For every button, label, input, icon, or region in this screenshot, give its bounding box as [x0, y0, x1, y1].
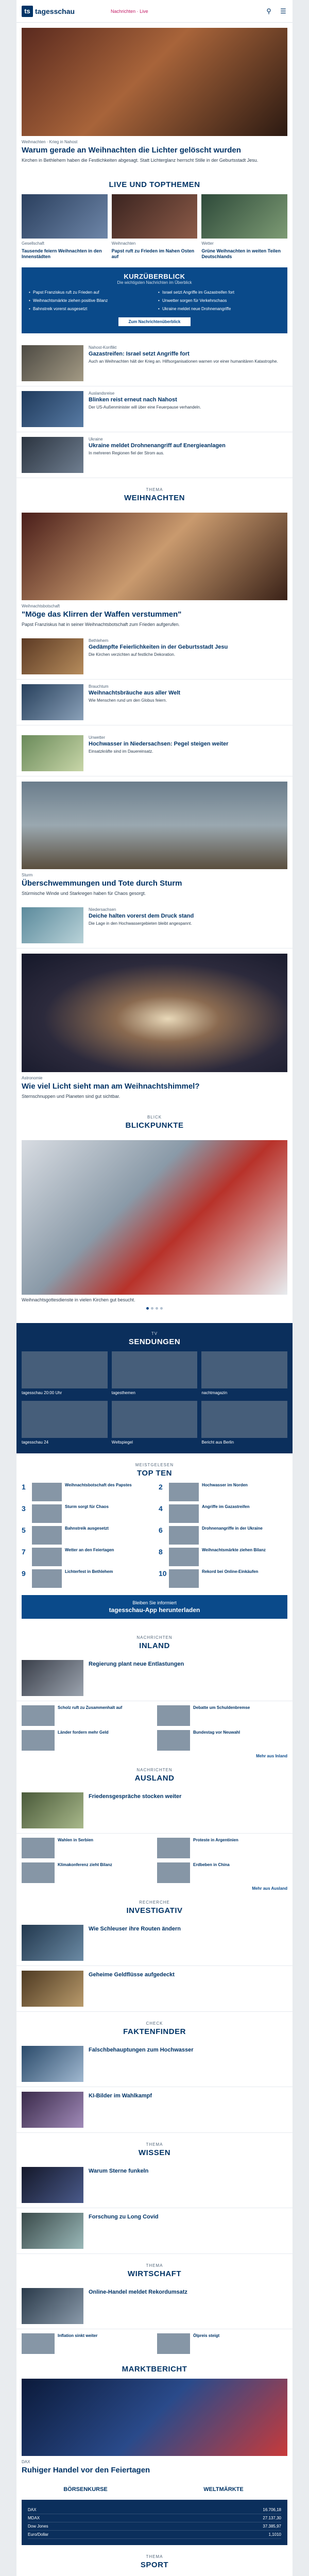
topten-image	[169, 1569, 199, 1588]
blick-teaser[interactable]	[16, 1135, 293, 1316]
wirtschaft-card[interactable]	[22, 2333, 152, 2354]
brief-button[interactable]: Zum Nachrichtenüberblick	[118, 317, 191, 326]
storm-text: Stürmische Winde und Starkregen haben für Chaos gesorgt.	[22, 890, 146, 896]
page-sheet	[16, 0, 293, 2576]
topten-item[interactable]	[159, 1504, 287, 1523]
list-item-image	[22, 1925, 83, 1961]
carousel-dots	[22, 1307, 287, 1310]
ausland-section-title: AUSLAND	[134, 1774, 175, 1783]
blick-image	[22, 1140, 287, 1295]
sky-title: Wie viel Licht sieht man am Weihnachtshimmel?	[22, 1082, 200, 1091]
list-item[interactable]	[16, 2162, 293, 2208]
topten-section-pre: MEISTGELESEN	[135, 1463, 174, 1468]
christmas-section-head	[16, 478, 293, 507]
inland-card[interactable]	[22, 1730, 152, 1751]
live-cards	[16, 194, 293, 260]
inland-card-title: Debatte um Schuldenbremse	[193, 1705, 250, 1710]
investigativ-section-head	[16, 1891, 293, 1920]
sendung-image	[201, 1351, 287, 1388]
list-item-text: In mehreren Regionen fiel der Strom aus.	[89, 451, 164, 455]
list-item-kicker: Unwetter	[89, 735, 106, 740]
sport-section-head	[16, 2545, 293, 2574]
ausland-card-image	[157, 1838, 190, 1858]
topten-rank: 3	[22, 1504, 26, 1513]
topten-section	[16, 1453, 293, 1588]
wirtschaft-card-title: Inflation sinkt weiter	[58, 2333, 98, 2338]
topten-item[interactable]	[159, 1548, 287, 1566]
site-header	[16, 0, 293, 23]
lead-text: Kirchen in Bethlehem haben die Festlichkeiten abgesagt. Statt Lichterglanz herrscht Stille in der Geburtsstadt Jesu.	[22, 158, 259, 163]
live-card-kicker: Weihnachten	[111, 241, 136, 246]
inland-section-title: INLAND	[139, 1641, 170, 1651]
live-card-title: Papst ruft zu Frieden im Nahen Osten auf	[111, 248, 195, 260]
list-item[interactable]	[16, 2283, 293, 2329]
list-item-kicker: Brauchtum	[89, 684, 109, 689]
live-section-head	[16, 170, 293, 194]
ausland-card-image	[22, 1838, 55, 1858]
topten-item[interactable]	[22, 1526, 150, 1545]
inland-card-image	[22, 1705, 55, 1726]
ausland-section-head	[16, 1758, 293, 1788]
wirtschaft-section-head	[16, 2254, 293, 2283]
market-row[interactable]	[28, 2506, 281, 2514]
sport-section-title: SPORT	[140, 2561, 169, 2570]
ausland-grid	[16, 1838, 293, 1883]
list-item-title: Regierung plant neue Entlastungen	[89, 1661, 184, 1668]
investigativ-section-title: INVESTIGATIV	[126, 1906, 183, 1916]
inland-section-pre: NACHRICHTEN	[136, 1635, 173, 1640]
lead-image	[22, 28, 287, 136]
carousel-dot[interactable]	[156, 1307, 158, 1310]
wissen-section-pre: THEMA	[146, 2142, 163, 2147]
lead-teaser[interactable]	[16, 23, 293, 170]
list-item-title: Falschbehauptungen zum Hochwasser	[89, 2047, 194, 2054]
list-item[interactable]	[16, 341, 293, 386]
list-item-title: Blinken reist erneut nach Nahost	[89, 396, 177, 403]
storm-teaser[interactable]	[16, 776, 293, 903]
wissen-section-title: WISSEN	[138, 2148, 171, 2158]
list-item-title: Forschung zu Long Covid	[89, 2214, 159, 2221]
inland-card-title: Länder fordern mehr Geld	[58, 1730, 109, 1735]
christmas-lead-kicker: Weihnachtsbotschaft	[22, 603, 60, 608]
ausland-section-pre: NACHRICHTEN	[136, 1768, 173, 1773]
topten-image	[32, 1569, 62, 1588]
app-banner[interactable]	[22, 1595, 287, 1619]
market-row[interactable]	[28, 2514, 281, 2522]
sky-image	[22, 954, 287, 1072]
topten-grid	[22, 1483, 287, 1588]
sendung-card[interactable]	[112, 1401, 198, 1445]
blick-text: Weihnachtsgottesdienste in vielen Kirchen gut besucht.	[22, 1297, 135, 1303]
brief-item[interactable]: • Unwetter sorgen für Verkehrschaos	[158, 298, 280, 303]
wirtschaft-card-image	[157, 2333, 190, 2354]
brief-item[interactable]: • Ukraine meldet neue Drohnenangriffe	[158, 307, 280, 312]
blick-section-head	[16, 1106, 293, 1135]
topten-rank: 1	[22, 1483, 26, 1492]
live-card-title: Tausende feiern Weihnachten in den Innenstädten	[22, 248, 102, 260]
inland-more-link[interactable]: Mehr aus Inland	[256, 1754, 287, 1759]
inland-card-image	[157, 1730, 190, 1751]
wirtschaft-section-title: WIRTSCHAFT	[127, 2269, 182, 2279]
ausland-card-title: Erdbeben in China	[193, 1862, 230, 1868]
christmas-lead-title: "Möge das Klirren der Waffen verstummen"	[22, 609, 182, 619]
topten-rank: 2	[159, 1483, 163, 1492]
market-row[interactable]	[28, 2531, 281, 2539]
brief-subtitle: Die wichtigsten Nachrichten im Überblick	[117, 280, 192, 285]
sendung-title: Bericht aus Berlin	[201, 1440, 234, 1445]
sendung-title: tagesschau 20:00 Uhr	[22, 1391, 62, 1396]
brief-box	[22, 267, 287, 333]
wirtschaft-card-title: Ölpreis steigt	[193, 2333, 220, 2338]
storm-title: Überschwemmungen und Tote durch Sturm	[22, 878, 182, 888]
sendung-card[interactable]	[201, 1401, 287, 1445]
topten-title: Angriffe im Gazastreifen	[202, 1504, 250, 1510]
topten-item[interactable]	[159, 1526, 287, 1545]
topten-item[interactable]	[22, 1548, 150, 1566]
list-item[interactable]	[16, 386, 293, 432]
list-item-image	[22, 345, 83, 381]
faktenfinder-section-title: FAKTENFINDER	[123, 2027, 186, 2037]
inland-grid	[16, 1705, 293, 1751]
list-item[interactable]	[16, 1655, 293, 1701]
site-logo[interactable]	[22, 6, 75, 17]
list-item-image	[22, 2167, 83, 2203]
ausland-card-title: Klimakonferenz zieht Bilanz	[58, 1862, 112, 1868]
brief-list	[29, 290, 280, 312]
sky-text: Sternschnuppen und Planeten sind gut sichtbar.	[22, 1094, 121, 1099]
sendungen-section-title: SENDUNGEN	[128, 1337, 181, 1347]
wirtschaft-grid	[16, 2333, 293, 2354]
ausland-card-title: Wahlen in Serbien	[58, 1838, 94, 1843]
list-item[interactable]	[16, 680, 293, 725]
sendung-title: tagesschau 24	[22, 1440, 49, 1445]
list-item-image	[22, 1660, 83, 1696]
market-name: Dow Jones	[28, 2524, 48, 2529]
topten-image	[169, 1483, 199, 1501]
list-item-text: Auch an Weihnachten hält der Krieg an. Hilfsorganisationen warnen vor einer humanitären Katastrophe.	[89, 359, 278, 364]
topten-title: Drohnenangriffe in der Ukraine	[202, 1526, 263, 1531]
list-item-title: Deiche halten vorerst dem Druck stand	[89, 913, 194, 920]
topten-item[interactable]	[159, 1569, 287, 1588]
list-item-text: Die Lage in den Hochwassergebieten bleibt angespannt.	[89, 921, 192, 926]
market-name: DAX	[28, 2507, 37, 2513]
market-value: 16.706,18	[263, 2507, 281, 2513]
sky-teaser[interactable]	[16, 948, 293, 1106]
topten-rank: 7	[22, 1548, 26, 1556]
list-item-title: KI-Bilder im Wahlkampf	[89, 2093, 152, 2099]
christmas-lead-text: Papst Franziskus hat in seiner Weihnachtsbotschaft zum Frieden aufgerufen.	[22, 621, 180, 627]
list-item-image	[22, 391, 83, 427]
inland-card-title: Bundestag vor Neuwahl	[193, 1730, 241, 1735]
app-banner-title: tagesschau-App herunterladen	[109, 1606, 200, 1614]
sendung-image	[22, 1351, 108, 1388]
list-item-title: Warum Sterne funkeln	[89, 2168, 149, 2175]
news-list	[16, 341, 293, 478]
christmas-section-title: WEIHNACHTEN	[124, 493, 185, 502]
inland-card[interactable]	[157, 1705, 287, 1726]
faktenfinder-section-head	[16, 2012, 293, 2041]
brief-item[interactable]: • Weihnachtsmärkte ziehen positive Bilanz	[29, 298, 151, 303]
sendungen-section-pre: TV	[151, 1331, 158, 1336]
carousel-dot[interactable]	[160, 1307, 163, 1310]
brief-item[interactable]: • Bahnstreik vorerst ausgesetzt	[29, 307, 151, 312]
market-section-head	[16, 2354, 293, 2379]
live-card[interactable]	[22, 194, 108, 260]
live-card-image	[201, 194, 287, 239]
ausland-card[interactable]	[22, 1862, 152, 1883]
market-value: 37.385,97	[263, 2524, 281, 2529]
list-item-image	[22, 638, 83, 674]
topten-section-head	[22, 1453, 287, 1483]
list-item[interactable]	[16, 731, 293, 776]
list-item-image	[22, 2213, 83, 2249]
sendung-image	[201, 1401, 287, 1438]
topten-image	[32, 1483, 62, 1501]
topten-item[interactable]	[22, 1504, 150, 1523]
market-name: MDAX	[28, 2516, 40, 2521]
market-kicker: DAX	[22, 2460, 30, 2465]
market-title: Ruhiger Handel vor den Feiertagen	[22, 2466, 150, 2475]
market-section-title: MARKTBERICHT	[122, 2365, 187, 2374]
sendung-image	[22, 1401, 108, 1438]
ausland-more-link[interactable]: Mehr aus Ausland	[252, 1886, 287, 1891]
brief-title: KURZÜBERBLICK	[124, 272, 185, 280]
market-table	[22, 2500, 287, 2545]
topten-title: Rekord bei Online-Einkäufen	[202, 1569, 259, 1574]
brand-name: tagesschau	[35, 7, 75, 15]
topten-rank: 9	[22, 1569, 26, 1578]
investigativ-section-pre: RECHERCHE	[139, 1900, 170, 1905]
list-item-title: Online-Handel meldet Rekordumsatz	[89, 2289, 187, 2296]
sky-kicker: Astronomie	[22, 1076, 43, 1081]
live-section-title: LIVE UND TOPTHEMEN	[109, 180, 200, 190]
lead-kicker: Weihnachten · Krieg in Nahost	[22, 140, 78, 144]
topten-rank: 4	[159, 1504, 163, 1513]
live-card[interactable]	[112, 194, 198, 260]
sport-section-pre: THEMA	[146, 2554, 163, 2560]
topten-image	[169, 1548, 199, 1566]
topten-image	[32, 1504, 62, 1523]
list-item-image	[22, 2046, 83, 2082]
wirtschaft-section-pre: THEMA	[146, 2263, 163, 2268]
wissen-section-head	[16, 2133, 293, 2162]
map-image	[22, 735, 83, 771]
market-head-stocks[interactable]: BÖRSENKURSE	[63, 2486, 108, 2493]
topten-title: Bahnstreik ausgesetzt	[65, 1526, 109, 1531]
list-item-kicker: Auslandsreise	[89, 391, 115, 396]
list-item[interactable]	[16, 634, 293, 680]
list-item-image	[22, 2288, 83, 2324]
list-item[interactable]	[16, 2087, 293, 2133]
ausland-card[interactable]	[157, 1838, 287, 1858]
live-card-image	[22, 194, 108, 239]
sendung-title: tagesthemen	[111, 1391, 135, 1396]
sendung-card[interactable]	[201, 1351, 287, 1396]
carousel-dot[interactable]	[151, 1307, 153, 1310]
list-item-text: Die Kirchen verzichten auf festliche Dekoration.	[89, 652, 176, 657]
list-item-title: Hochwasser in Niedersachsen: Pegel steigen weiter	[89, 740, 229, 747]
live-card-kicker: Gesellschaft	[22, 241, 45, 246]
topten-item[interactable]	[22, 1569, 150, 1588]
list-item-title: Wie Schleuser ihre Routen ändern	[89, 1926, 181, 1933]
list-item-image	[22, 1792, 83, 1828]
list-item[interactable]	[16, 1966, 293, 2012]
topten-rank: 8	[159, 1548, 163, 1556]
topten-rank: 10	[159, 1569, 167, 1578]
logo-mark-icon: ts	[22, 6, 33, 17]
list-item-text: Der US-Außenminister will über eine Feuerpause verhandeln.	[89, 405, 201, 410]
list-item-image	[22, 907, 83, 943]
ausland-card-image	[22, 1862, 55, 1883]
market-heads	[16, 2486, 293, 2493]
inland-section-head	[16, 1626, 293, 1655]
brief-item[interactable]: • Papst Franziskus ruft zu Frieden auf	[29, 290, 151, 295]
topten-rank: 5	[22, 1526, 26, 1535]
sendung-card[interactable]	[22, 1401, 108, 1445]
menu-icon[interactable]: ☰	[280, 7, 286, 15]
faktenfinder-section-pre: CHECK	[146, 2021, 163, 2026]
list-item[interactable]	[16, 432, 293, 478]
list-item-kicker: Niedersachsen	[89, 907, 116, 912]
sendung-card[interactable]	[22, 1351, 108, 1396]
ausland-card-title: Proteste in Argentinien	[193, 1838, 238, 1843]
search-icon[interactable]: ⚲	[266, 7, 271, 15]
list-item-kicker: Nahost-Konflikt	[89, 345, 117, 350]
topten-image	[169, 1504, 199, 1523]
list-item-title: Ukraine meldet Drohnenangriff auf Energieanlagen	[89, 442, 226, 449]
list-item-kicker: Bethlehem	[89, 638, 109, 643]
app-banner-pre: Bleiben Sie informiert	[132, 1600, 177, 1606]
list-item-title: Friedensgespräche stocken weiter	[89, 1793, 182, 1800]
sendungen-section	[16, 1323, 293, 1453]
carousel-dot[interactable]	[146, 1307, 149, 1310]
topten-image	[32, 1548, 62, 1566]
storm-image	[22, 782, 287, 869]
storm-kicker: Sturm	[22, 872, 33, 877]
list-item-text: Wie Menschen rund um den Globus feiern.	[89, 698, 167, 703]
market-teaser[interactable]	[16, 2379, 293, 2481]
topten-title: Lichterfest in Bethlehem	[65, 1569, 113, 1574]
market-head-world[interactable]: WELTMÄRKTE	[203, 2486, 244, 2493]
market-value: 27.137,30	[263, 2516, 281, 2521]
topten-item[interactable]	[22, 1483, 150, 1501]
topten-section-title: TOP TEN	[137, 1469, 172, 1478]
market-name: Euro/Dollar	[28, 2532, 49, 2537]
topten-item[interactable]	[159, 1483, 287, 1501]
list-item[interactable]	[16, 1920, 293, 1966]
list-item[interactable]	[16, 1788, 293, 1834]
list-item-kicker: Ukraine	[89, 436, 103, 442]
market-row[interactable]	[28, 2522, 281, 2531]
christmas-lead-image	[22, 513, 287, 600]
topten-title: Weihnachtsbotschaft des Papstes	[65, 1483, 132, 1488]
list-item-title: Gazastreifen: Israel setzt Angriffe fort	[89, 350, 190, 357]
sendung-card[interactable]	[112, 1351, 198, 1396]
list-item-title: Gedämpfte Feierlichkeiten in der Geburtsstadt Jesu	[89, 643, 228, 650]
header-note[interactable]: Nachrichten · Live	[111, 8, 148, 14]
sendung-image	[112, 1401, 198, 1438]
topten-title: Sturm sorgt für Chaos	[65, 1504, 109, 1510]
ausland-card-image	[157, 1862, 190, 1883]
brief-item[interactable]: • Israel setzt Angriffe im Gazastreifen fort	[158, 290, 280, 295]
list-item-image	[22, 2092, 83, 2128]
blick-section-pre: BLICK	[147, 1115, 162, 1120]
topten-title: Weihnachtsmärkte ziehen Bilanz	[202, 1548, 266, 1553]
topten-rank: 6	[159, 1526, 163, 1535]
list-item-text: Einsatzkräfte sind im Dauereinsatz.	[89, 749, 153, 754]
sendung-title: nachtmagazin	[201, 1391, 228, 1396]
list-item[interactable]	[16, 2208, 293, 2254]
ausland-card[interactable]	[157, 1862, 287, 1883]
topten-title: Wetter an den Feiertagen	[65, 1548, 114, 1553]
topten-image	[169, 1526, 199, 1545]
live-card-image	[112, 194, 198, 239]
wirtschaft-card[interactable]	[157, 2333, 287, 2354]
live-card-title: Grüne Weihnachten in weiten Teilen Deutschlands	[201, 248, 281, 260]
ausland-card[interactable]	[22, 1838, 152, 1858]
blick-section-title: BLICKPUNKTE	[125, 1121, 184, 1130]
christmas-section-pre: THEMA	[146, 487, 163, 492]
sendungen-grid	[22, 1351, 287, 1445]
lead-title: Warum gerade an Weihnachten die Lichter gelöscht wurden	[22, 146, 241, 155]
inland-card[interactable]	[22, 1705, 152, 1726]
christmas-lead[interactable]	[16, 507, 293, 634]
live-card-kicker: Wetter	[201, 241, 214, 246]
live-card[interactable]	[201, 194, 287, 260]
inland-card[interactable]	[157, 1730, 287, 1751]
market-value: 1,1010	[268, 2532, 281, 2537]
topten-image	[32, 1526, 62, 1545]
list-item-image	[22, 437, 83, 473]
market-image	[22, 2379, 287, 2456]
list-item-image	[22, 1971, 83, 2007]
inland-card-image	[22, 1730, 55, 1751]
list-item-title: Weihnachtsbräuche aus aller Welt	[89, 689, 181, 696]
list-item-image	[22, 684, 83, 720]
wirtschaft-card-image	[22, 2333, 55, 2354]
inland-card-image	[157, 1705, 190, 1726]
sendung-title: Weltspiegel	[111, 1440, 133, 1445]
list-item-title: Geheime Geldflüsse aufgedeckt	[89, 1972, 175, 1978]
list-item[interactable]	[16, 903, 293, 948]
sendungen-section-head	[22, 1329, 287, 1351]
topten-title: Hochwasser im Norden	[202, 1483, 248, 1488]
inland-card-title: Scholz ruft zu Zusammenhalt auf	[58, 1705, 123, 1710]
list-item[interactable]	[16, 2041, 293, 2087]
sendung-image	[112, 1351, 198, 1388]
